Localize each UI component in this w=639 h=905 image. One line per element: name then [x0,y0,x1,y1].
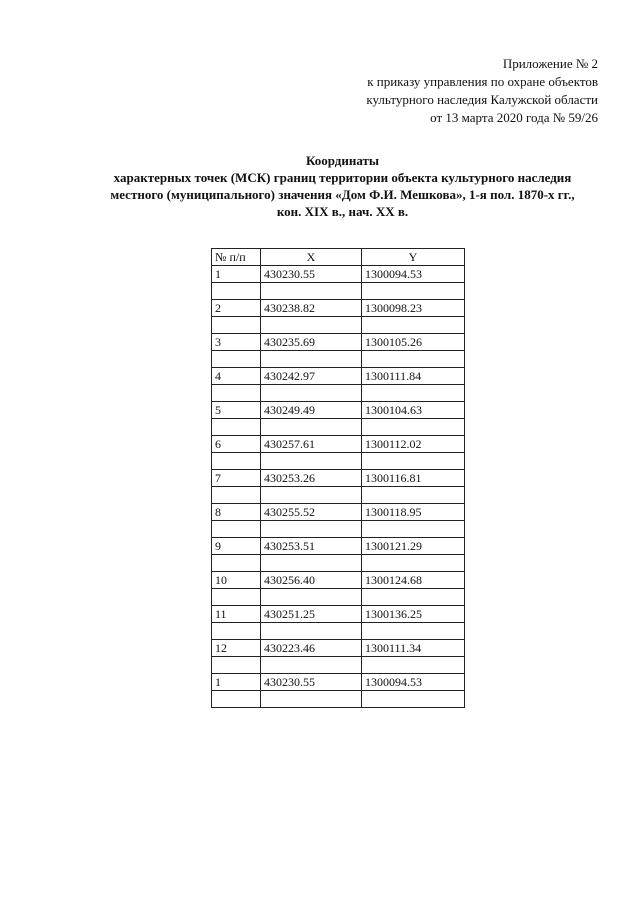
point-number-cell: 1 [212,674,261,691]
table-spacer-row [212,691,465,708]
header-y: Y [362,249,465,266]
empty-cell [212,385,261,402]
empty-cell [261,351,362,368]
empty-cell [212,623,261,640]
empty-cell [261,623,362,640]
empty-cell [362,385,465,402]
empty-cell [212,657,261,674]
empty-cell [261,419,362,436]
x-coordinate-cell: 430223.46 [261,640,362,657]
y-coordinate-cell: 1300094.53 [362,266,465,283]
empty-cell [261,453,362,470]
table-row [212,368,465,385]
x-coordinate-cell: 430256.40 [261,572,362,589]
empty-cell [212,351,261,368]
x-coordinate-cell: 430249.49 [261,402,362,419]
empty-cell [212,589,261,606]
empty-cell [261,317,362,334]
y-coordinate-cell: 1300104.63 [362,402,465,419]
empty-cell [212,487,261,504]
x-coordinate-cell: 430253.26 [261,470,362,487]
table-spacer-row [212,453,465,470]
point-number-cell: 7 [212,470,261,487]
title-line-1: Координаты [305,153,380,168]
table-row [212,402,465,419]
header-x: X [261,249,362,266]
title-line-3: местного (муниципального) значения «Дом Ф.И. Мешкова», 1-я пол. 1870-х гг., [110,187,575,202]
x-coordinate-cell: 430242.97 [261,368,362,385]
empty-cell [362,351,465,368]
y-coordinate-cell: 1300105.26 [362,334,465,351]
y-coordinate-cell: 1300112.02 [362,436,465,453]
table-spacer-row [212,351,465,368]
empty-cell [212,283,261,300]
y-coordinate-cell: 1300111.84 [362,368,465,385]
point-number-cell: 11 [212,606,261,623]
empty-cell [261,521,362,538]
x-coordinate-cell: 430230.55 [261,674,362,691]
title-line-2: характерных точек (МСК) границ территории объекта культурного наследия [113,170,572,185]
table-spacer-row [212,487,465,504]
table-row [212,300,465,317]
empty-cell [261,385,362,402]
y-coordinate-cell: 1300121.29 [362,538,465,555]
appendix-number: Приложение № 2 [502,56,598,71]
table-spacer-row [212,521,465,538]
y-coordinate-cell: 1300118.95 [362,504,465,521]
point-number-cell: 12 [212,640,261,657]
table-row [212,606,465,623]
table-spacer-row [212,419,465,436]
x-coordinate-cell: 430251.25 [261,606,362,623]
empty-cell [212,419,261,436]
table-spacer-row [212,555,465,572]
table-row [212,266,465,283]
empty-cell [362,283,465,300]
x-coordinate-cell: 430238.82 [261,300,362,317]
x-coordinate-cell: 430253.51 [261,538,362,555]
header-number: № п/п [212,249,261,266]
table-spacer-row [212,283,465,300]
empty-cell [212,453,261,470]
x-coordinate-cell: 430235.69 [261,334,362,351]
y-coordinate-cell: 1300111.34 [362,640,465,657]
coordinates-table [211,248,465,708]
empty-cell [261,283,362,300]
table-spacer-row [212,657,465,674]
point-number-cell: 4 [212,368,261,385]
empty-cell [362,589,465,606]
empty-cell [261,487,362,504]
table-row [212,674,465,691]
empty-cell [362,657,465,674]
table-body [212,266,465,708]
empty-cell [212,317,261,334]
table-row [212,504,465,521]
y-coordinate-cell: 1300124.68 [362,572,465,589]
point-number-cell: 3 [212,334,261,351]
x-coordinate-cell: 430255.52 [261,504,362,521]
table-row [212,470,465,487]
empty-cell [261,555,362,572]
empty-cell [212,555,261,572]
point-number-cell: 6 [212,436,261,453]
empty-cell [362,317,465,334]
table-spacer-row [212,589,465,606]
point-number-cell: 9 [212,538,261,555]
appendix-order-ref: к приказу управления по охране объектов [367,74,598,89]
appendix-authority: культурного наследия Калужской области [366,92,598,107]
table-row [212,538,465,555]
empty-cell [212,521,261,538]
empty-cell [362,521,465,538]
empty-cell [362,623,465,640]
appendix-block [366,55,598,127]
table-row [212,572,465,589]
empty-cell [362,555,465,572]
table-header-row [212,249,465,266]
empty-cell [261,657,362,674]
table-row [212,334,465,351]
x-coordinate-cell: 430257.61 [261,436,362,453]
y-coordinate-cell: 1300136.25 [362,606,465,623]
empty-cell [362,453,465,470]
empty-cell [261,691,362,708]
point-number-cell: 5 [212,402,261,419]
point-number-cell: 10 [212,572,261,589]
empty-cell [212,691,261,708]
point-number-cell: 1 [212,266,261,283]
x-coordinate-cell: 430230.55 [261,266,362,283]
document-title [70,152,615,220]
y-coordinate-cell: 1300094.53 [362,674,465,691]
y-coordinate-cell: 1300116.81 [362,470,465,487]
table-spacer-row [212,623,465,640]
table-row [212,640,465,657]
table-row [212,436,465,453]
appendix-date: от 13 марта 2020 года № 59/26 [430,110,598,125]
point-number-cell: 2 [212,300,261,317]
point-number-cell: 8 [212,504,261,521]
table-spacer-row [212,317,465,334]
empty-cell [362,419,465,436]
title-line-4: кон. XIX в., нач. XX в. [276,204,409,219]
table-spacer-row [212,385,465,402]
y-coordinate-cell: 1300098.23 [362,300,465,317]
empty-cell [261,589,362,606]
empty-cell [362,487,465,504]
empty-cell [362,691,465,708]
